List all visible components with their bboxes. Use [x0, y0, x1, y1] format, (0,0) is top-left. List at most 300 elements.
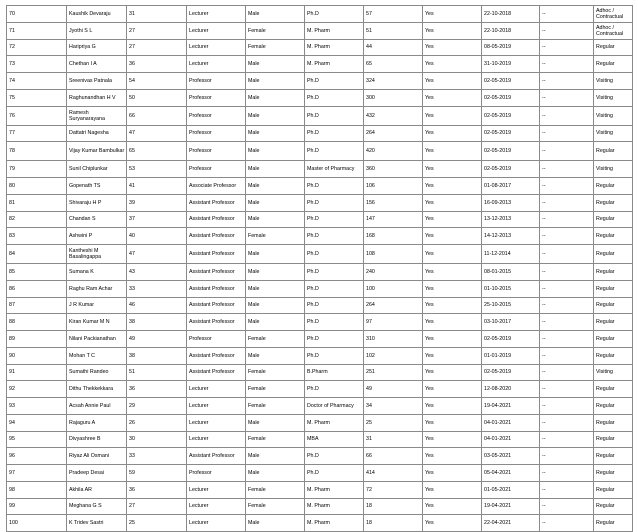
serial-no-cell: 90 — [7, 347, 67, 364]
currently-working-cell: Yes — [423, 414, 482, 431]
currently-working-cell: Yes — [423, 280, 482, 297]
age-cell: 47 — [127, 245, 187, 264]
experience-months-cell: 44 — [364, 39, 423, 56]
joining-date-cell: 04-01-2021 — [482, 414, 540, 431]
qualification-cell: Ph.D — [305, 297, 364, 314]
table-row — [7, 161, 633, 178]
experience-months-cell: 106 — [364, 178, 423, 195]
designation-cell: Lecturer — [187, 398, 246, 415]
serial-no-cell: 73 — [7, 56, 67, 73]
serial-no-cell: 80 — [7, 178, 67, 195]
nature-of-association-cell: Regular — [594, 431, 633, 448]
experience-months-cell: 18 — [364, 515, 423, 532]
nature-of-association-cell: Regular — [594, 280, 633, 297]
age-cell: 36 — [127, 481, 187, 498]
gender-cell: Male — [246, 448, 305, 465]
joining-date-cell: 02-05-2019 — [482, 73, 540, 90]
age-cell: 27 — [127, 22, 187, 39]
leaving-date-cell: -- — [540, 39, 594, 56]
serial-no-cell: 98 — [7, 481, 67, 498]
designation-cell: Lecturer — [187, 56, 246, 73]
nature-of-association-cell: Regular — [594, 515, 633, 532]
leaving-date-cell: -- — [540, 211, 594, 228]
joining-date-cell: 01-10-2015 — [482, 280, 540, 297]
gender-cell: Male — [246, 264, 305, 281]
joining-date-cell: 02-05-2019 — [482, 142, 540, 161]
faculty-name-cell: Kantheshi M Basalingappa — [67, 245, 127, 264]
faculty-name-cell: Divyashree B — [67, 431, 127, 448]
age-cell: 29 — [127, 398, 187, 415]
table-row — [7, 280, 633, 297]
leaving-date-cell: -- — [540, 56, 594, 73]
faculty-name-cell: Sumana K — [67, 264, 127, 281]
serial-no-cell: 99 — [7, 498, 67, 515]
serial-no-cell: 95 — [7, 431, 67, 448]
serial-no-cell: 84 — [7, 245, 67, 264]
age-cell: 47 — [127, 125, 187, 142]
table-row — [7, 6, 633, 23]
leaving-date-cell: -- — [540, 73, 594, 90]
currently-working-cell: Yes — [423, 22, 482, 39]
currently-working-cell: Yes — [423, 347, 482, 364]
nature-of-association-cell: Regular — [594, 448, 633, 465]
gender-cell: Male — [246, 106, 305, 125]
qualification-cell: Ph.D — [305, 89, 364, 106]
experience-months-cell: 31 — [364, 431, 423, 448]
serial-no-cell: 81 — [7, 194, 67, 211]
serial-no-cell: 91 — [7, 364, 67, 381]
serial-no-cell: 93 — [7, 398, 67, 415]
serial-no-cell: 97 — [7, 465, 67, 482]
currently-working-cell: Yes — [423, 73, 482, 90]
joining-date-cell: 04-01-2021 — [482, 431, 540, 448]
joining-date-cell: 14-12-2013 — [482, 228, 540, 245]
faculty-name-cell: Raghunandhan H V — [67, 89, 127, 106]
designation-cell: Lecturer — [187, 498, 246, 515]
qualification-cell: M. Pharm — [305, 414, 364, 431]
table-row — [7, 125, 633, 142]
leaving-date-cell: -- — [540, 314, 594, 331]
leaving-date-cell: -- — [540, 161, 594, 178]
gender-cell: Male — [246, 515, 305, 532]
leaving-date-cell: -- — [540, 297, 594, 314]
faculty-name-cell: Mohan T C — [67, 347, 127, 364]
qualification-cell: Ph.D — [305, 347, 364, 364]
faculty-name-cell: Shivaraju H P — [67, 194, 127, 211]
currently-working-cell: Yes — [423, 398, 482, 415]
qualification-cell: Ph.D — [305, 381, 364, 398]
table-row — [7, 448, 633, 465]
designation-cell: Professor — [187, 331, 246, 348]
serial-no-cell: 94 — [7, 414, 67, 431]
age-cell: 33 — [127, 280, 187, 297]
currently-working-cell: Yes — [423, 89, 482, 106]
serial-no-cell: 92 — [7, 381, 67, 398]
currently-working-cell: Yes — [423, 245, 482, 264]
designation-cell: Assistant Professor — [187, 280, 246, 297]
gender-cell: Female — [246, 331, 305, 348]
gender-cell: Male — [246, 6, 305, 23]
serial-no-cell: 77 — [7, 125, 67, 142]
table-row — [7, 515, 633, 532]
serial-no-cell: 82 — [7, 211, 67, 228]
gender-cell: Male — [246, 125, 305, 142]
currently-working-cell: Yes — [423, 297, 482, 314]
leaving-date-cell: -- — [540, 142, 594, 161]
leaving-date-cell: -- — [540, 89, 594, 106]
joining-date-cell: 08-05-2019 — [482, 39, 540, 56]
designation-cell: Professor — [187, 106, 246, 125]
age-cell: 65 — [127, 142, 187, 161]
experience-months-cell: 264 — [364, 297, 423, 314]
currently-working-cell: Yes — [423, 465, 482, 482]
qualification-cell: Ph.D — [305, 178, 364, 195]
gender-cell: Male — [246, 414, 305, 431]
currently-working-cell: Yes — [423, 264, 482, 281]
currently-working-cell: Yes — [423, 331, 482, 348]
joining-date-cell: 22-04-2021 — [482, 515, 540, 532]
leaving-date-cell: -- — [540, 431, 594, 448]
qualification-cell: Doctor of Pharmacy — [305, 398, 364, 415]
nature-of-association-cell: Regular — [594, 211, 633, 228]
table-row — [7, 264, 633, 281]
nature-of-association-cell: Adhoc / Contractual — [594, 22, 633, 39]
gender-cell: Female — [246, 228, 305, 245]
gender-cell: Female — [246, 22, 305, 39]
nature-of-association-cell: Regular — [594, 347, 633, 364]
gender-cell: Male — [246, 245, 305, 264]
currently-working-cell: Yes — [423, 431, 482, 448]
currently-working-cell: Yes — [423, 56, 482, 73]
faculty-name-cell: Dithu Thekkekkara — [67, 381, 127, 398]
nature-of-association-cell: Regular — [594, 314, 633, 331]
serial-no-cell: 74 — [7, 73, 67, 90]
qualification-cell: M. Pharm — [305, 22, 364, 39]
faculty-name-cell: Gopenath TS — [67, 178, 127, 195]
experience-months-cell: 420 — [364, 142, 423, 161]
experience-months-cell: 102 — [364, 347, 423, 364]
gender-cell: Male — [246, 314, 305, 331]
joining-date-cell: 02-05-2019 — [482, 106, 540, 125]
currently-working-cell: Yes — [423, 498, 482, 515]
experience-months-cell: 66 — [364, 448, 423, 465]
faculty-name-cell: J R Kumar — [67, 297, 127, 314]
leaving-date-cell: -- — [540, 22, 594, 39]
experience-months-cell: 97 — [364, 314, 423, 331]
faculty-name-cell: Kaushik Devaraju — [67, 6, 127, 23]
age-cell: 43 — [127, 264, 187, 281]
nature-of-association-cell: Visiting — [594, 73, 633, 90]
gender-cell: Male — [246, 297, 305, 314]
experience-months-cell: 324 — [364, 73, 423, 90]
faculty-table-page — [6, 5, 632, 532]
leaving-date-cell: -- — [540, 381, 594, 398]
experience-months-cell: 360 — [364, 161, 423, 178]
faculty-name-cell: Akhila AR — [67, 481, 127, 498]
gender-cell: Male — [246, 89, 305, 106]
leaving-date-cell: -- — [540, 364, 594, 381]
table-row — [7, 498, 633, 515]
table-row — [7, 465, 633, 482]
age-cell: 39 — [127, 194, 187, 211]
qualification-cell: Ph.D — [305, 194, 364, 211]
nature-of-association-cell: Regular — [594, 56, 633, 73]
faculty-name-cell: Chandan S — [67, 211, 127, 228]
joining-date-cell: 02-05-2019 — [482, 125, 540, 142]
age-cell: 27 — [127, 498, 187, 515]
currently-working-cell: Yes — [423, 6, 482, 23]
qualification-cell: Ph.D — [305, 228, 364, 245]
currently-working-cell: Yes — [423, 39, 482, 56]
serial-no-cell: 100 — [7, 515, 67, 532]
faculty-name-cell: Sreenivas Patnala — [67, 73, 127, 90]
qualification-cell: Ph.D — [305, 73, 364, 90]
joining-date-cell: 02-05-2019 — [482, 364, 540, 381]
table-row — [7, 211, 633, 228]
age-cell: 59 — [127, 465, 187, 482]
age-cell: 36 — [127, 381, 187, 398]
age-cell: 38 — [127, 314, 187, 331]
qualification-cell: Ph.D — [305, 465, 364, 482]
gender-cell: Female — [246, 39, 305, 56]
leaving-date-cell: -- — [540, 398, 594, 415]
age-cell: 26 — [127, 414, 187, 431]
joining-date-cell: 02-05-2019 — [482, 161, 540, 178]
leaving-date-cell: -- — [540, 347, 594, 364]
age-cell: 38 — [127, 347, 187, 364]
experience-months-cell: 100 — [364, 280, 423, 297]
currently-working-cell: Yes — [423, 314, 482, 331]
faculty-name-cell: Haripriya G — [67, 39, 127, 56]
table-row — [7, 39, 633, 56]
faculty-name-cell: Sunil Chiplunkar — [67, 161, 127, 178]
experience-months-cell: 49 — [364, 381, 423, 398]
gender-cell: Female — [246, 481, 305, 498]
designation-cell: Assistant Professor — [187, 448, 246, 465]
table-row — [7, 56, 633, 73]
age-cell: 53 — [127, 161, 187, 178]
currently-working-cell: Yes — [423, 161, 482, 178]
table-row — [7, 89, 633, 106]
joining-date-cell: 25-10-2015 — [482, 297, 540, 314]
qualification-cell: M. Pharm — [305, 498, 364, 515]
serial-no-cell: 88 — [7, 314, 67, 331]
gender-cell: Female — [246, 431, 305, 448]
qualification-cell: Master of Pharmacy — [305, 161, 364, 178]
age-cell: 51 — [127, 364, 187, 381]
designation-cell: Professor — [187, 465, 246, 482]
faculty-name-cell: Ashwini P — [67, 228, 127, 245]
designation-cell: Assistant Professor — [187, 264, 246, 281]
gender-cell: Female — [246, 398, 305, 415]
designation-cell: Assistant Professor — [187, 364, 246, 381]
experience-months-cell: 25 — [364, 414, 423, 431]
experience-months-cell: 414 — [364, 465, 423, 482]
experience-months-cell: 34 — [364, 398, 423, 415]
serial-no-cell: 86 — [7, 280, 67, 297]
qualification-cell: Ph.D — [305, 6, 364, 23]
qualification-cell: Ph.D — [305, 125, 364, 142]
age-cell: 30 — [127, 431, 187, 448]
joining-date-cell: 08-01-2015 — [482, 264, 540, 281]
nature-of-association-cell: Regular — [594, 264, 633, 281]
nature-of-association-cell: Regular — [594, 331, 633, 348]
designation-cell: Assistant Professor — [187, 211, 246, 228]
table-row — [7, 73, 633, 90]
experience-months-cell: 51 — [364, 22, 423, 39]
leaving-date-cell: -- — [540, 331, 594, 348]
faculty-name-cell: Acsah Annie Paul — [67, 398, 127, 415]
faculty-name-cell: Vijay Kumar Bambulkar — [67, 142, 127, 161]
table-row — [7, 314, 633, 331]
experience-months-cell: 251 — [364, 364, 423, 381]
serial-no-cell: 96 — [7, 448, 67, 465]
currently-working-cell: Yes — [423, 125, 482, 142]
table-row — [7, 178, 633, 195]
age-cell: 49 — [127, 331, 187, 348]
designation-cell: Professor — [187, 73, 246, 90]
currently-working-cell: Yes — [423, 381, 482, 398]
table-row — [7, 106, 633, 125]
table-row — [7, 228, 633, 245]
table-row — [7, 398, 633, 415]
age-cell: 54 — [127, 73, 187, 90]
experience-months-cell: 65 — [364, 56, 423, 73]
designation-cell: Assistant Professor — [187, 228, 246, 245]
qualification-cell: Ph.D — [305, 245, 364, 264]
designation-cell: Professor — [187, 142, 246, 161]
serial-no-cell: 75 — [7, 89, 67, 106]
currently-working-cell: Yes — [423, 211, 482, 228]
nature-of-association-cell: Regular — [594, 297, 633, 314]
currently-working-cell: Yes — [423, 228, 482, 245]
joining-date-cell: 12-08-2020 — [482, 381, 540, 398]
experience-months-cell: 432 — [364, 106, 423, 125]
gender-cell: Male — [246, 211, 305, 228]
faculty-name-cell: K Tridev Sastri — [67, 515, 127, 532]
designation-cell: Assistant Professor — [187, 245, 246, 264]
designation-cell: Lecturer — [187, 431, 246, 448]
experience-months-cell: 57 — [364, 6, 423, 23]
nature-of-association-cell: Regular — [594, 178, 633, 195]
serial-no-cell: 72 — [7, 39, 67, 56]
gender-cell: Male — [246, 280, 305, 297]
age-cell: 50 — [127, 89, 187, 106]
qualification-cell: Ph.D — [305, 331, 364, 348]
leaving-date-cell: -- — [540, 414, 594, 431]
leaving-date-cell: -- — [540, 194, 594, 211]
joining-date-cell: 01-01-2019 — [482, 347, 540, 364]
experience-months-cell: 310 — [364, 331, 423, 348]
faculty-table-body — [7, 6, 633, 532]
currently-working-cell: Yes — [423, 194, 482, 211]
nature-of-association-cell: Regular — [594, 465, 633, 482]
table-row — [7, 381, 633, 398]
serial-no-cell: 70 — [7, 6, 67, 23]
currently-working-cell: Yes — [423, 106, 482, 125]
nature-of-association-cell: Regular — [594, 194, 633, 211]
joining-date-cell: 03-10-2017 — [482, 314, 540, 331]
joining-date-cell: 13-12-2013 — [482, 211, 540, 228]
joining-date-cell: 05-04-2021 — [482, 465, 540, 482]
faculty-name-cell: Rajaguru A — [67, 414, 127, 431]
joining-date-cell: 31-10-2019 — [482, 56, 540, 73]
joining-date-cell: 16-09-2013 — [482, 194, 540, 211]
gender-cell: Female — [246, 381, 305, 398]
nature-of-association-cell: Regular — [594, 245, 633, 264]
nature-of-association-cell: Regular — [594, 381, 633, 398]
age-cell: 33 — [127, 448, 187, 465]
currently-working-cell: Yes — [423, 178, 482, 195]
qualification-cell: M. Pharm — [305, 39, 364, 56]
designation-cell: Lecturer — [187, 414, 246, 431]
table-row — [7, 347, 633, 364]
nature-of-association-cell: Regular — [594, 228, 633, 245]
faculty-name-cell: Nilani Packianathan — [67, 331, 127, 348]
gender-cell: Male — [246, 347, 305, 364]
qualification-cell: MBA — [305, 431, 364, 448]
nature-of-association-cell: Regular — [594, 481, 633, 498]
designation-cell: Assistant Professor — [187, 297, 246, 314]
serial-no-cell: 78 — [7, 142, 67, 161]
currently-working-cell: Yes — [423, 448, 482, 465]
age-cell: 41 — [127, 178, 187, 195]
gender-cell: Male — [246, 161, 305, 178]
faculty-name-cell: Kiran Kumar M N — [67, 314, 127, 331]
serial-no-cell: 87 — [7, 297, 67, 314]
serial-no-cell: 85 — [7, 264, 67, 281]
faculty-name-cell: Chethan I A — [67, 56, 127, 73]
experience-months-cell: 240 — [364, 264, 423, 281]
qualification-cell: Ph.D — [305, 264, 364, 281]
nature-of-association-cell: Adhoc / Contractual — [594, 6, 633, 23]
designation-cell: Professor — [187, 125, 246, 142]
faculty-name-cell: Jyothi S L — [67, 22, 127, 39]
joining-date-cell: 01-08-2017 — [482, 178, 540, 195]
age-cell: 25 — [127, 515, 187, 532]
joining-date-cell: 11-12-2014 — [482, 245, 540, 264]
gender-cell: Male — [246, 465, 305, 482]
experience-months-cell: 264 — [364, 125, 423, 142]
age-cell: 27 — [127, 39, 187, 56]
table-row — [7, 431, 633, 448]
faculty-name-cell: Pradeep Desai — [67, 465, 127, 482]
age-cell: 46 — [127, 297, 187, 314]
designation-cell: Lecturer — [187, 39, 246, 56]
faculty-name-cell: Meghana G S — [67, 498, 127, 515]
nature-of-association-cell: Regular — [594, 414, 633, 431]
table-row — [7, 364, 633, 381]
experience-months-cell: 147 — [364, 211, 423, 228]
qualification-cell: M. Pharm — [305, 56, 364, 73]
nature-of-association-cell: Regular — [594, 498, 633, 515]
designation-cell: Professor — [187, 161, 246, 178]
leaving-date-cell: -- — [540, 280, 594, 297]
experience-months-cell: 18 — [364, 498, 423, 515]
leaving-date-cell: -- — [540, 6, 594, 23]
nature-of-association-cell: Visiting — [594, 161, 633, 178]
leaving-date-cell: -- — [540, 264, 594, 281]
designation-cell: Assistant Professor — [187, 314, 246, 331]
nature-of-association-cell: Regular — [594, 142, 633, 161]
faculty-name-cell: Raghu Ram Achar — [67, 280, 127, 297]
designation-cell: Associate Professor — [187, 178, 246, 195]
experience-months-cell: 168 — [364, 228, 423, 245]
age-cell: 40 — [127, 228, 187, 245]
qualification-cell: Ph.D — [305, 142, 364, 161]
table-row — [7, 481, 633, 498]
table-row — [7, 142, 633, 161]
